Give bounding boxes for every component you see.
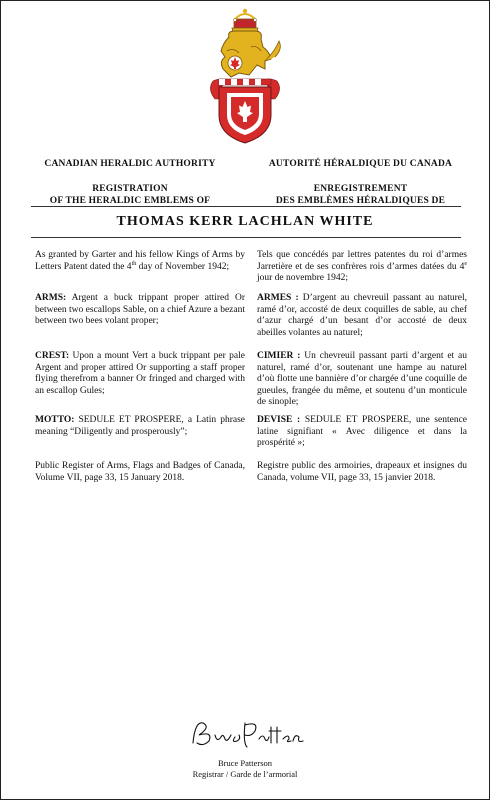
- registration-title-en: REGISTRATION: [92, 184, 168, 194]
- crown-icon: [232, 9, 258, 32]
- english-header: [25, 158, 235, 207]
- arms-paragraph-fr: ARMES : D’argent au chevreuil passant au naturel, ramé d’or, accosté de deux coquilles de sable, au chef d’azur chargé d’un besant d’or accosté de deux abeilles volantes au naturel;: [257, 293, 467, 338]
- signatory-title: Registrar / Garde de l’armorial: [192, 769, 298, 779]
- shield-icon: [219, 87, 271, 143]
- grant-paragraph-fr: Tels que concédés par lettres patentes du roi d’armes Jarretière et de ses confrères rois d’armes datées du 4e jour de novembre 1942;: [257, 250, 467, 284]
- signature-block: [1, 713, 489, 780]
- bottom-rule: [31, 237, 461, 238]
- crest-paragraph-en: CREST: Upon a mount Vert a buck trippant per pale Argent and proper attired Or supporting a staff proper flying therefrom a banner Or fringed and charged with an escallop Gules;: [35, 351, 245, 396]
- arms-paragraph-en: ARMS: Argent a buck trippant proper attired Or between two escallops Sable, on a chief Azure a bezant between two bees volant proper;: [35, 293, 245, 327]
- crest-paragraph-fr: CIMIER : Un chevreuil passant parti d’argent et au naturel, ramé d’or, soutenant une hampe au naturel d’où flotte une bannière d’or chargée d’une coquille de gueules, frangée du même, et soutenu d’un monticule de sinople;: [257, 351, 467, 408]
- motto-paragraph-en: MOTTO: SEDULE ET PROSPERE, a Latin phrase meaning “Diligently and prosperously”;: [35, 415, 245, 437]
- authority-name-en: CANADIAN HERALDIC AUTHORITY: [44, 159, 216, 169]
- register-paragraph-fr: Registre public des armoiries, drapeaux et insignes du Canada, volume VII, page 33, 15 janvier 2018.: [257, 461, 467, 483]
- motto-paragraph-fr: DEVISE : SEDULE ET PROSPERE, une sentence latine signifiant « Avec diligence et dans la prospérité »;: [257, 415, 467, 449]
- register-paragraph-en: Public Register of Arms, Flags and Badges of Canada, Volume VII, page 33, 15 January 2018.: [35, 461, 245, 483]
- top-rule: [31, 206, 461, 207]
- lion-icon: [221, 31, 280, 77]
- authority-name-fr: AUTORITÉ HÉRALDIQUE DU CANADA: [268, 159, 453, 169]
- french-header: [253, 158, 468, 207]
- handwritten-signature: [185, 713, 305, 753]
- grant-paragraph-en: As granted by Garter and his fellow Kings of Arms by Letters Patent dated the 4th day of November 1942;: [35, 250, 245, 272]
- signatory-name: Bruce Patterson: [217, 758, 273, 768]
- recipient-name: THOMAS KERR LACHLAN WHITE: [116, 214, 374, 229]
- registration-subtitle-en: OF THE HERALDIC EMBLEMS OF: [49, 196, 211, 206]
- registration-title-fr: ENREGISTREMENT: [313, 184, 408, 194]
- registration-subtitle-fr: DES EMBLÈMES HÉRALDIQUES DE: [275, 196, 446, 206]
- heraldic-authority-emblem: [199, 7, 291, 147]
